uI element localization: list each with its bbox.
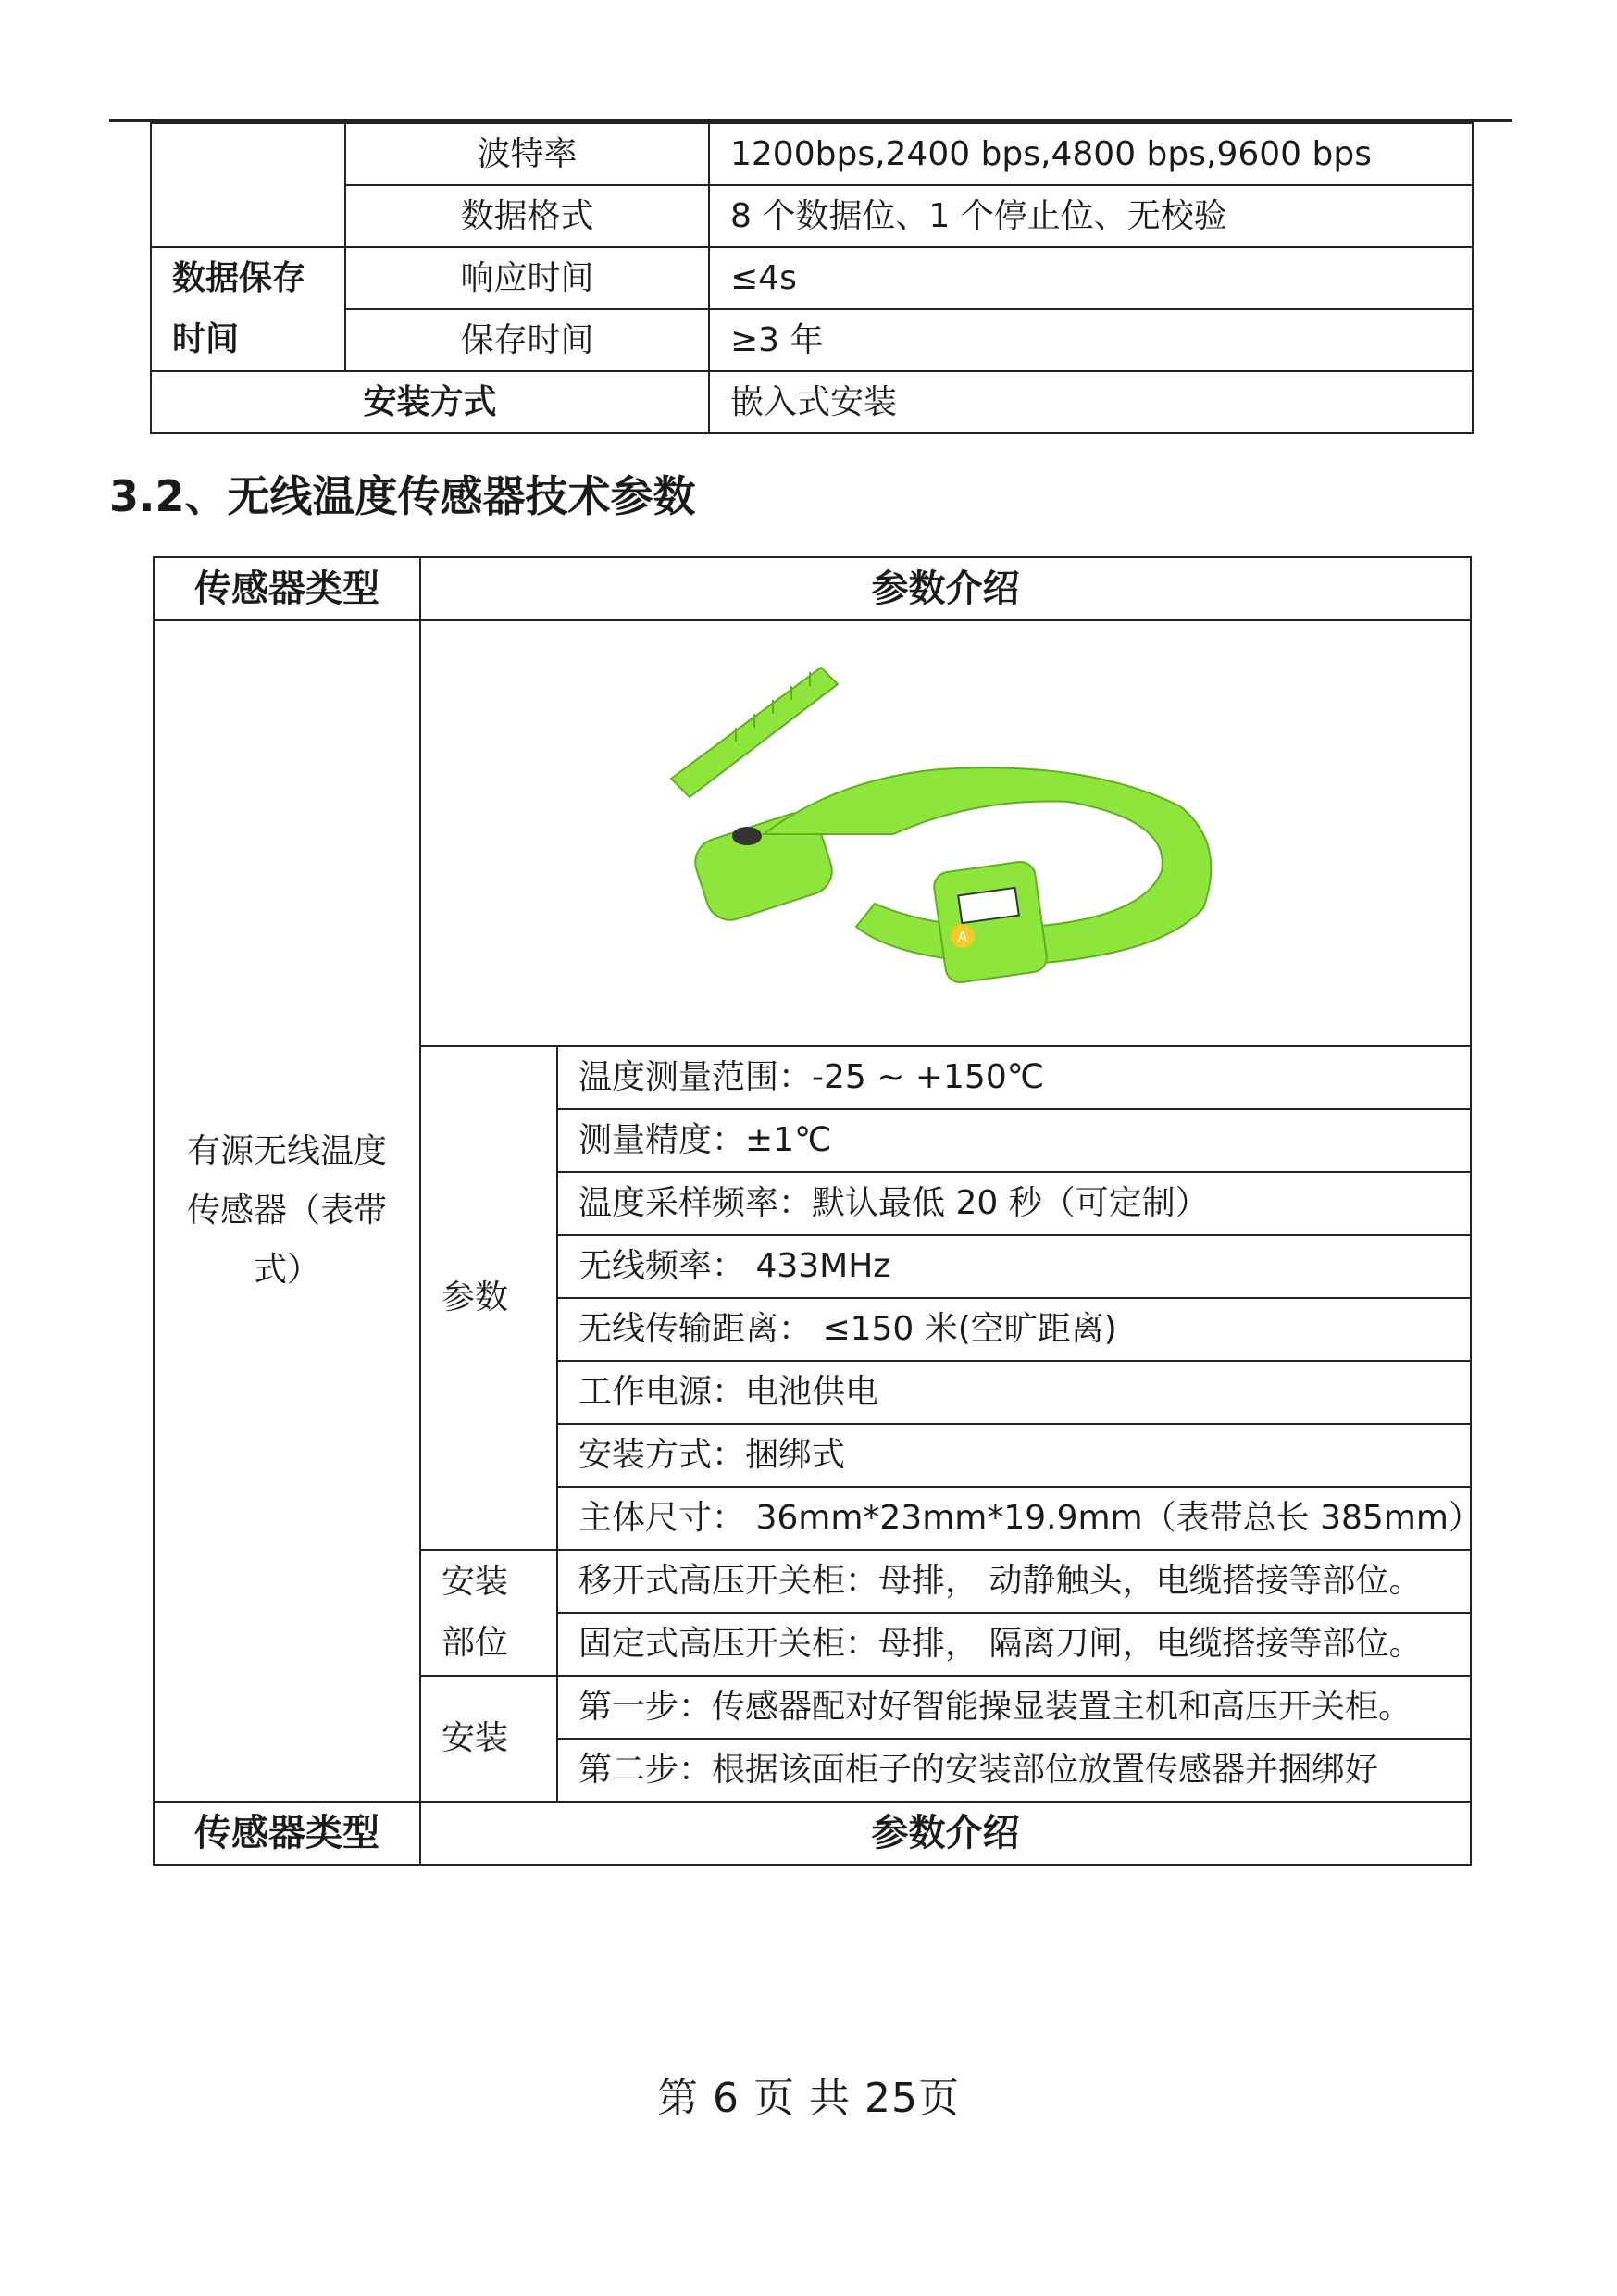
param-label: 响应时间: [345, 247, 709, 309]
param-item: 温度测量范围：-25 ~ +150℃: [557, 1046, 1471, 1109]
group-label-data-retention: 数据保存 时间: [151, 247, 345, 371]
device-badge-letter: A: [957, 930, 968, 945]
table-row: [151, 247, 1473, 309]
install-steps-label: 安装: [420, 1676, 557, 1802]
spec-table-top: [150, 122, 1474, 434]
param-item: 无线频率： 433MHz: [557, 1235, 1471, 1298]
param-item: 安装方式：捆绑式: [557, 1424, 1471, 1487]
param-item: 工作电源：电池供电: [557, 1361, 1471, 1424]
install-location-item: 移开式高压开关柜：母排， 动静触头，电缆搭接等部位。: [557, 1550, 1471, 1613]
param-value: ≤4s: [709, 247, 1473, 309]
install-step: 第二步：根据该面柜子的安装部位放置传感器并捆绑好: [557, 1739, 1471, 1802]
install-method-value: 嵌入式安装: [709, 371, 1473, 433]
param-value: 1200bps,2400 bps,4800 bps,9600 bps: [709, 123, 1473, 185]
table-row: [151, 185, 1473, 247]
header-sensor-type: 传感器类型: [154, 557, 420, 620]
params-label: 参数: [420, 1046, 557, 1550]
section-heading: 3.2、无线温度传感器技术参数: [109, 471, 696, 521]
table-row: [151, 309, 1473, 371]
install-location-item: 固定式高压开关柜：母排， 隔离刀闸，电缆搭接等部位。: [557, 1613, 1471, 1676]
sensor-name: 有源无线温度 传感器（表带 式）: [154, 620, 420, 1802]
param-item: 无线传输距离： ≤150 米(空旷距离): [557, 1298, 1471, 1361]
param-label: 数据格式: [345, 185, 709, 247]
product-image-cell: [420, 620, 1471, 1046]
image-row: [154, 620, 1471, 1046]
table-footer-row: [154, 1802, 1471, 1865]
install-method-label: 安装方式: [151, 371, 709, 433]
install-location-label: 安装 部位: [420, 1550, 557, 1676]
table-row: [151, 123, 1473, 185]
table-row: [151, 371, 1473, 433]
param-item: 主体尺寸： 36mm*23mm*19.9mm（表带总长 385mm）: [557, 1487, 1471, 1550]
footer-sensor-type: 传感器类型: [154, 1802, 420, 1865]
sensor-spec-table: [153, 556, 1482, 1866]
param-item: 测量精度：±1℃: [557, 1109, 1471, 1172]
empty-group-cell: [151, 123, 345, 247]
param-value: 8 个数据位、1 个停止位、无校验: [709, 185, 1473, 247]
header-params: 参数介绍: [420, 557, 1471, 620]
param-label: 波特率: [345, 123, 709, 185]
param-item: 温度采样频率：默认最低 20 秒（可定制）: [557, 1172, 1471, 1235]
page-number: 第 6 页 共 25页: [657, 2075, 960, 2122]
table-header-row: [154, 557, 1471, 620]
param-label: 保存时间: [345, 309, 709, 371]
sensor-strap-image: [421, 621, 1472, 1045]
footer-params: 参数介绍: [420, 1802, 1471, 1865]
param-value: ≥3 年: [709, 309, 1473, 371]
install-step: 第一步：传感器配对好智能操显装置主机和高压开关柜。: [557, 1676, 1471, 1739]
